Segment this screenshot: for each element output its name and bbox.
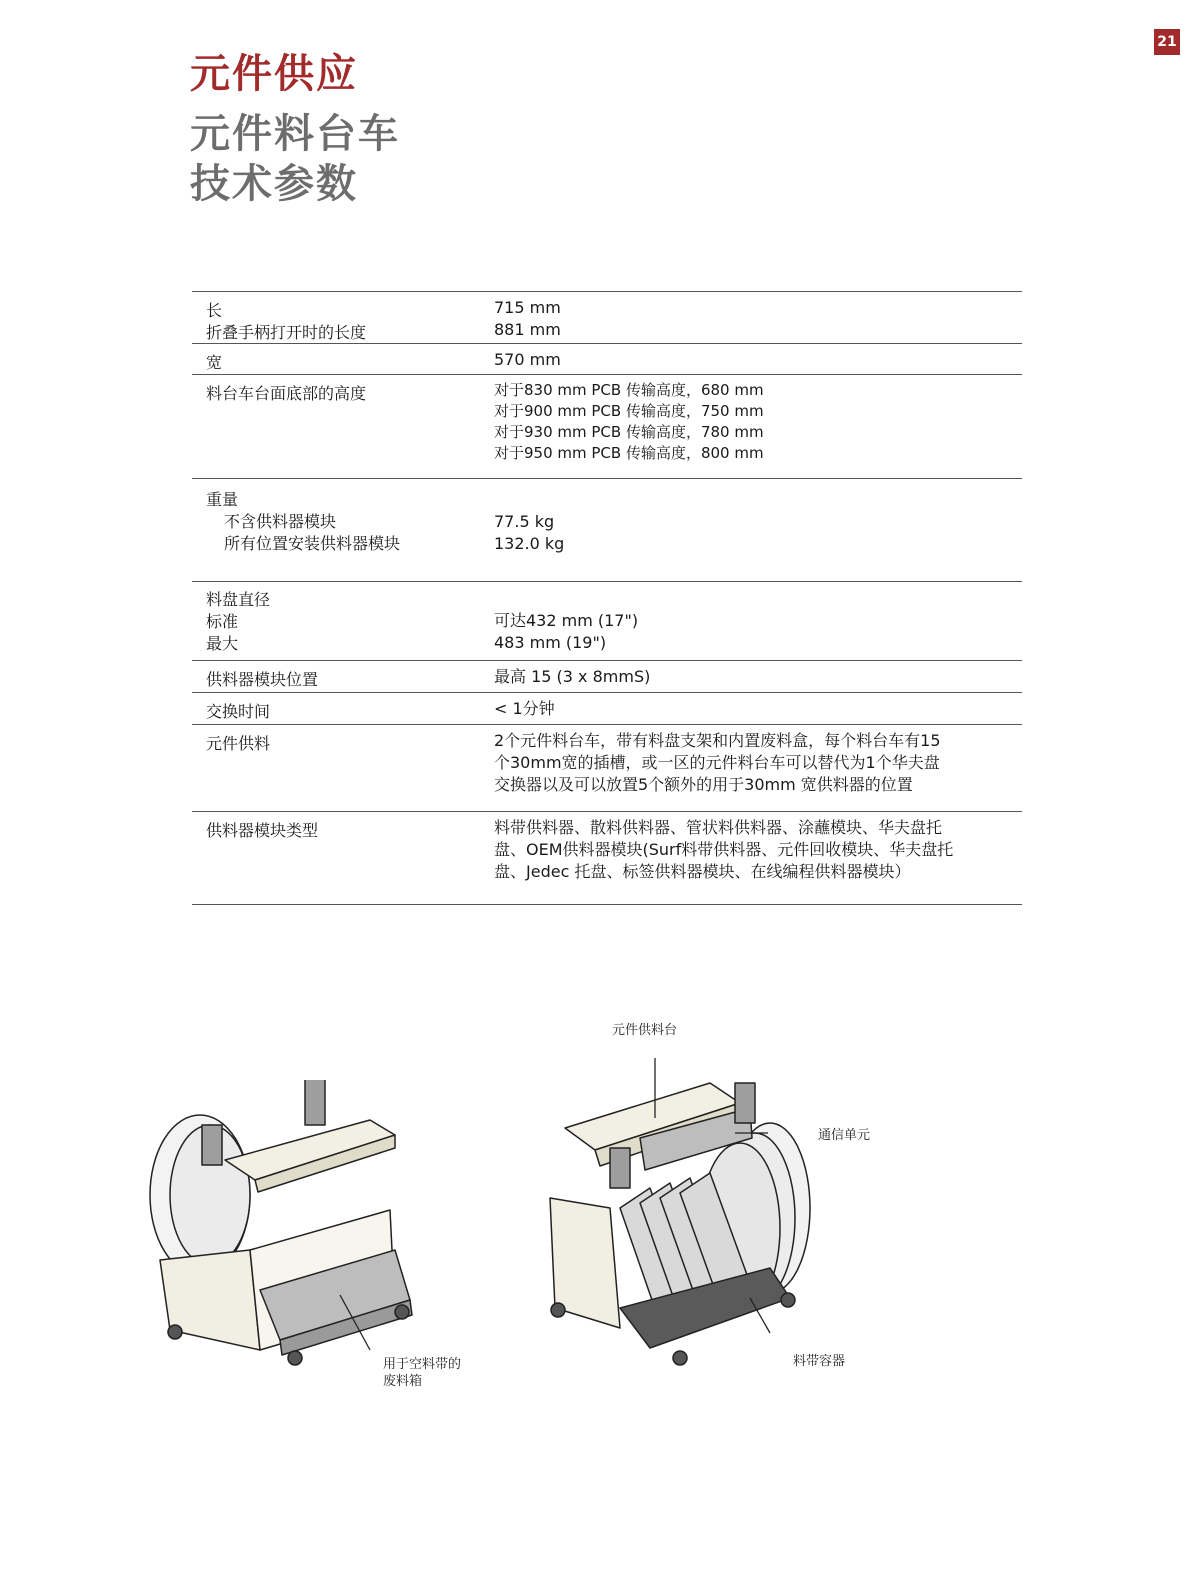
callout-waste-box xyxy=(383,1356,461,1390)
spec-row-width xyxy=(192,344,1022,375)
spec-row-length xyxy=(192,292,1022,344)
spec-sublabel: 不含供料器模块 xyxy=(224,512,337,531)
spec-label: 供料器模块位置 xyxy=(206,670,319,689)
cart-illustration-left xyxy=(140,1080,440,1370)
spec-row-height xyxy=(192,375,1022,479)
spec-value: 483 mm (19") xyxy=(494,633,607,652)
spec-value: 可达432 mm (17") xyxy=(494,611,639,630)
spec-value: 132.0 kg xyxy=(494,534,565,553)
callout-waste-line1: 用于空料带的 xyxy=(383,1357,462,1372)
spec-value: 交换器以及可以放置5个额外的用于30mm 宽供料器的位置 xyxy=(494,775,913,794)
spec-value: < 1分钟 xyxy=(494,699,555,718)
spec-label: 长 xyxy=(206,301,223,320)
spec-label: 料盘直径 xyxy=(206,590,271,609)
spec-value: 对于950 mm PCB 传输高度，800 mm xyxy=(494,444,764,462)
spec-value: 570 mm xyxy=(494,350,561,369)
spec-sublabel: 所有位置安装供料器模块 xyxy=(224,534,401,553)
subtitle-cart: 元件料台车 xyxy=(190,110,400,157)
callout-tape-container: 料带容器 xyxy=(793,1354,846,1369)
spec-value: 最高 15 (3 x 8mmS) xyxy=(494,667,651,686)
spec-label: 料台车台面底部的高度 xyxy=(206,384,367,403)
spec-value: 对于830 mm PCB 传输高度，680 mm xyxy=(494,381,764,399)
spec-label: 宽 xyxy=(206,353,223,372)
spec-label: 元件供料 xyxy=(206,734,271,753)
spec-row-exchange xyxy=(192,693,1022,725)
subtitle-specs: 技术参数 xyxy=(190,160,358,207)
spec-value: 715 mm xyxy=(494,298,561,317)
spec-value: 盘、Jedec 托盘、标签供料器模块、在线编程供料器模块） xyxy=(494,862,911,881)
spec-sublabel: 标准 xyxy=(206,612,239,631)
spec-sublabel: 最大 xyxy=(206,634,239,653)
cart-illustration-right xyxy=(540,1058,830,1378)
spec-value: 2个元件料台车，带有料盘支架和内置废料盒，每个料台车有15 xyxy=(494,731,941,750)
callout-waste-line2: 废料箱 xyxy=(383,1374,423,1389)
spec-value: 对于930 mm PCB 传输高度，780 mm xyxy=(494,423,764,441)
callout-comm-unit: 通信单元 xyxy=(818,1128,871,1143)
page-number: 21 xyxy=(1154,29,1180,55)
spec-value: 料带供料器、散料供料器、管状料供料器、涂蘸模块、华夫盘托 xyxy=(494,818,943,837)
spec-label: 交换时间 xyxy=(206,702,271,721)
spec-table xyxy=(192,291,1022,905)
callout-feeder-table: 元件供料台 xyxy=(612,1023,678,1038)
spec-row-types xyxy=(192,812,1022,905)
spec-value: 77.5 kg xyxy=(494,512,555,531)
section-title: 元件供应 xyxy=(190,50,358,97)
spec-row-reel xyxy=(192,582,1022,661)
spec-label: 重量 xyxy=(206,490,239,509)
spec-value: 个30mm宽的插槽，或一区的元件料台车可以替代为1个华夫盘 xyxy=(494,753,940,772)
spec-value: 对于900 mm PCB 传输高度，750 mm xyxy=(494,402,764,420)
spec-label: 折叠手柄打开时的长度 xyxy=(206,323,367,342)
spec-row-positions xyxy=(192,661,1022,693)
spec-row-supply xyxy=(192,725,1022,812)
spec-value: 881 mm xyxy=(494,320,561,339)
spec-label: 供料器模块类型 xyxy=(206,821,319,840)
spec-value: 盘、OEM供料器模块(Surf料带供料器、元件回收模块、华夫盘托 xyxy=(494,840,954,859)
spec-row-weight xyxy=(192,479,1022,582)
